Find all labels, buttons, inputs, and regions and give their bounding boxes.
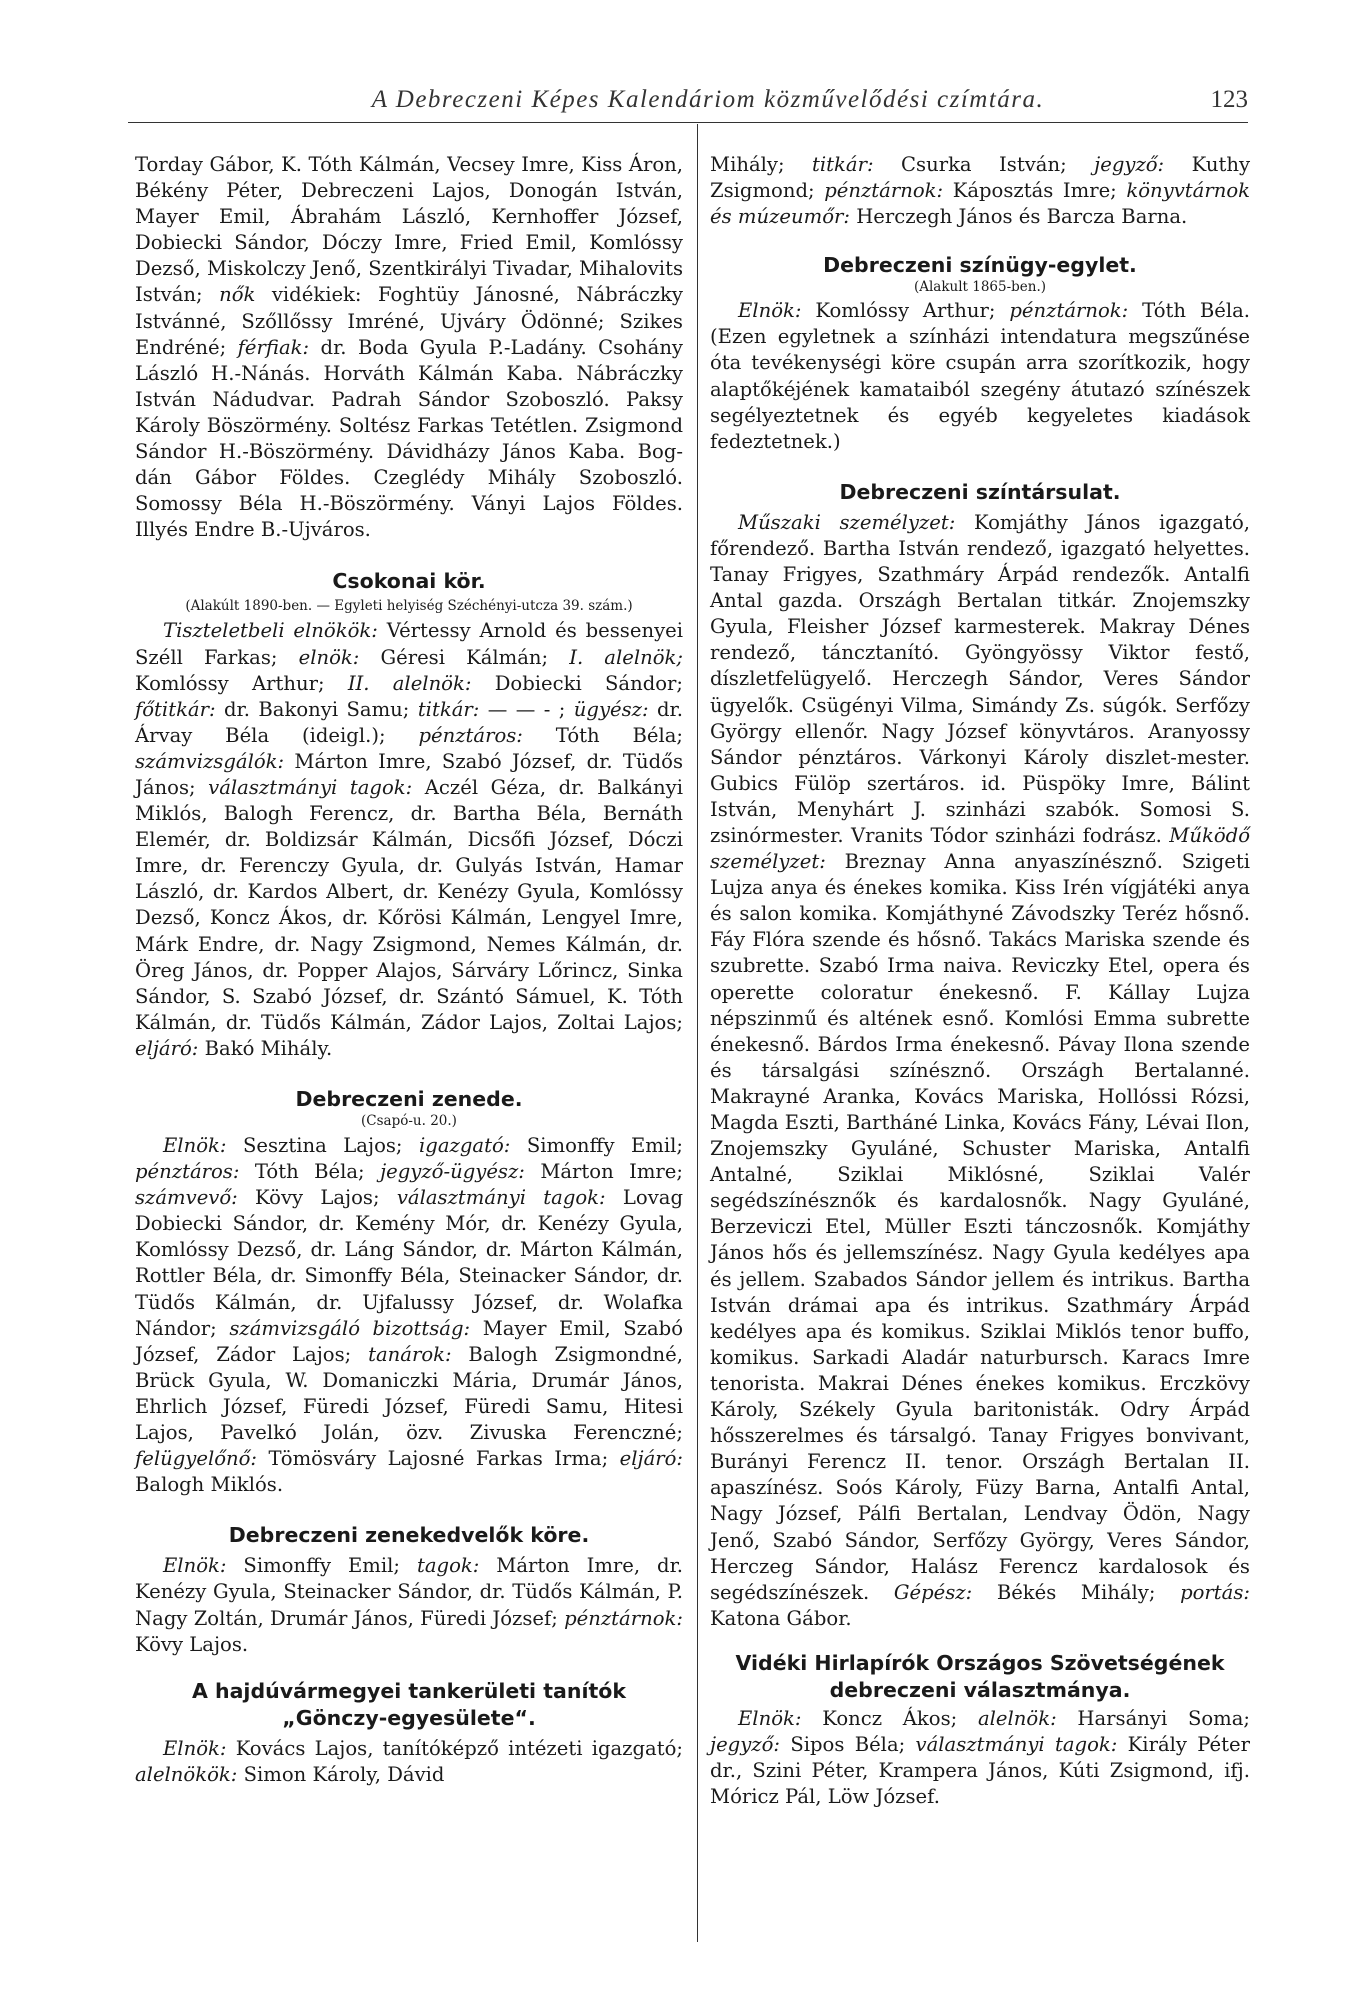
hirlapirok-body: Elnök: Koncz Ákos; alelnök: Harsányi Soma; jegyző: Sipos Béla; választmányi tagok: Király Péter dr., Szini Péter, Krampera János, Kúti Zsigmond, ifj. Móricz Pál, Löw József. xyxy=(710,1706,1251,1809)
members-list: Torday Gábor, K. Tóth Kálmán, Vecsey Imre, Kiss Áron, Békény Péter, Debreczeni Lajos, Donogán István, Mayer Emil, Ábrahám László, Kernhoffer József, Dobiecki Sándor, Dóczy Imre, Fried Emil, Komlóssy Dezső, Miskolczy Jenő, Szentkirályi Tivadar, Mihalovits István; nők vidékiek: Foghtüy Jánosné, Nábráczky Istvánné, Szőllőssy Imréné, Ujváry Ödönné; Szikes Endréné; férfiak: dr. Boda Gyula P.-Ladány. Csohány László H.-Nánás. Horváth Kálmán Kaba. Nábráczky István Nádudvar. Padrah Sándor Szoboszló. Paksy Károly Böszörmény. Soltész Farkas Tetétlen. Zsigmond Sándor H.-Böszörmény. Dávidházy János Kaba. Bog-dán Gábor Földes. Czeglédy Mihály Szoboszló. Somossy Béla H.-Böszörmény. Ványi Lajos Földes. Illyés Endre B.-Ujváros. xyxy=(135,153,684,542)
zenede-subtitle: (Csapó-u. 20.) xyxy=(361,1113,457,1129)
running-header xyxy=(128,80,1248,116)
csokonai-body: Tiszteletbeli elnökök: Vértessy Arnold és bessenyei Széll Farkas; elnök: Géresi Kálmán; I. alelnök; Komlóssy Arthur; II. alelnök: Dobiecki Sándor; főtitkár: dr. Bakonyi Samu; titkár: — — - ; ügyész: dr. Árvay Béla (ideigl.); pénztáros: Tóth Béla; számvizsgálók: Márton Imre, Szabó József, dr. Tüdős János; választmányi tagok: Aczél Géza, dr. Balkányi Miklós, Balogh Ferencz, dr. Bartha Béla, Bernáth Elemér, dr. Boldizsár Kálmán, Dicsőfi József, Dóczi Imre, dr. Ferenczy Gyula, dr. Gulyás István, Hamar László, dr. Kardos Albert, dr. Kenézy Gyula, Komlóssy Dezső, Koncz Ákos, dr. Kőrösi Kálmán, Lengyel Imre, Márk Endre, dr. Nagy Zsigmond, Nemes Kálmán, dr. Öreg János, dr. Popper Alajos, Sárváry Lőrincz, Sinka Sándor, S. Szabó József, dr. Szántó Sámuel, K. Tóth Kálmán, dr. Tüdős Kálmán, Zádor Lajos, Zoltai Lajos; eljáró: Bakó Mihály. xyxy=(135,619,684,1060)
left-column xyxy=(135,152,683,1788)
szinugy-subtitle: (Alakult 1865-ben.) xyxy=(913,279,1047,296)
header-rule xyxy=(128,122,1248,123)
zenekedvelok-body: Elnök: Simonffy Emil; tagok: Márton Imre, dr. Kenézy Gyula, Steinacker Sándor, dr. Tüdős Kálmán, P. Nagy Zoltán, Drumár János, Füredi József; pénztárnok: Kövy Lajos. xyxy=(135,1554,684,1656)
section-heading-zenekedvelok: Debreczeni zenekedvelők köre. xyxy=(228,1523,590,1548)
section-heading-hirlapirok-2: debreczeni választmánya. xyxy=(829,1677,1131,1702)
page-number: 123 xyxy=(1210,86,1248,113)
section-heading-tanitok-2: „Gönczy-egyesülete“. xyxy=(282,1705,536,1730)
section-heading-zenede: Debreczeni zenede. xyxy=(295,1087,523,1111)
szinugy-body: Elnök: Komlóssy Arthur; pénztárnok: Tóth Béla. (Ezen egyletnek a színházi intendatura megszűnése óta tevékenységi köre csupán arra szorítkozik, hogy alaptőkéjének kamataiból szegény átutazó színészek segélyeztetnek és egyéb kegyeletes kiadások fedeztetnek.) xyxy=(710,299,1250,453)
csokonai-subtitle: (Alakúlt 1890-ben. — Egyleti helyiség Széchényi-utcza 39. szám.) xyxy=(185,598,633,615)
section-heading-tanitok-1: A hajdúvármegyei tankerületi tanítók xyxy=(192,1678,626,1703)
section-heading-hirlapirok-1: Vidéki Hirlapírók Országos Szövetségének xyxy=(735,1650,1225,1675)
section-heading-szinugy: Debreczeni színügy-egylet. xyxy=(823,253,1137,278)
running-title: A Debreczeni Képes Kalendáriom közművelődési czímtára. xyxy=(371,86,1045,113)
zenede-body: Elnök: Sesztina Lajos; igazgató: Simonffy Emil; pénztáros: Tóth Béla; jegyző-ügyész: Márton Imre; számvevő: Kövy Lajos; választmányi tagok: Lovag Dobiecki Sándor, dr. Kemény Mór, dr. Kenézy Gyula, Komlóssy Dezső, dr. Láng Sándor, dr. Márton Kálmán, Rottler Béla, dr. Simonffy Béla, Steinacker Sándor, dr. Tüdős Kálmán, dr. Ujfalussy József, dr. Wolafka Nándor; számvizsgáló bizottság: Mayer Emil, Szabó József, Zádor Lajos; tanárok: Balogh Zsigmondné, Brück Gyula, W. Domaniczki Mária, Drumár János, Ehrlich József, Füredi József, Füredi Samu, Hitesi Lajos, Pavelkó Jolán, özv. Zivuska Ferenczné; felügyelőnő: Tömösváry Lajosné Farkas Irma; eljáró: Balogh Miklós. xyxy=(135,1134,684,1497)
section-heading-szintarsulat: Debreczeni színtársulat. xyxy=(839,479,1121,504)
column-divider xyxy=(697,124,698,1942)
szintarsulat-body: Műszaki személyzet: Komjáthy János igazgató, főrendező. Bartha István rendező, igazgató helyettes. Tanay Frigyes, Szathmáry Árpád rendezők. Antalfi Antal gazda. Országh Bertalan titkár. Znojemszky Gyula, Fleisher József karmesterek. Makray Dénes rendező, táncztanító. Gyöngyössy Viktor festő, díszletfelügyelő. Herczegh Sándor, Veres Sándor ügyelők. Csügényi Vilma, Simándy Zs. súgók. Serfőzy György ellenőr. Nagy József könyvtáros. Aranyossy Sándor pénztáros. Várkonyi Károly diszlet-mester. Gubics Fülöp szertáros. id. Püspöky Imre, Bálint István, Menyhárt J. szinházi szabók. Somosi S. zsinórmester. Vranits Tódor szinházi fodrász. Működő személyzet: Breznay Anna anyaszínésznő. Szigeti Lujza anya és énekes komika. Kiss Irén vígjátéki anya és salon komika. Komjáthyné Závodszky Teréz hősnő. Fáy Flóra szende és hősnő. Takács Mariska szende és szubrette. Szabó Irma naiva. Reviczky Etel, opera és operette coloratur énekesnő. F. Kállay Lujza népszinmű és altének esnő. Komlósi Emma subrette énekesnő. Bárdos Irma énekesnő. Pávay Ilona szende és társalgási színésznő. Országh Bertalanné. Makrayné Aranka, Kovács Mariska, Hollóssi Rózsi, Magda Eszti, Bartháné Linka, Kovács Fány, Lévai Ilon, Znojemszky Gyuláné, Schuster Mariska, Antalfi Antalné, Sziklai Miklósné, Sziklai Valér segédszínésznők és kardalosnők. Nagy Gyuláné, Berzeviczi Etel, Müller Eszti tánczosnők. Komjáthy János hős és jellemszínész. Nagy Gyula kedélyes apa és jellem. Szabados Sándor jellem és intrikus. Bartha István drámai apa és intrikus. Szathmáry Árpád kedélyes apa és komikus. Sziklai Miklós tenor buffo, komikus. Sarkadi Aladár naturbursch. Karacs Imre tenorista. Makrai Dénes énekes komikus. Erczkövy Károly, Székely Gyula baritonisták. Odry Árpád hősszerelmes és társalgó. Tanay Frigyes bonvivant, Burányi Ferencz II. tenor. Országh Bertalan II. apaszínész. Soós Károly, Füzy Barna, Antalfi Antal, Nagy József, Pálfi Bertalan, Lendvay Ödön, Nagy Jenő, Szabó Sándor, Serfőzy György, Veres Sándor, Herczeg Sándor, Halász Ferencz kardalosok és segédszínészek. Gépész: Békés Mihály; portás: Katona Gábor. xyxy=(710,510,1250,1630)
tanitok-continued: Mihály; titkár: Csurka István; jegyző: Kuthy Zsigmond; pénztárnok: Káposztás Imre; könyvtárnok és múzeumőr: Herczegh János és Barcza Barna. xyxy=(710,153,1251,229)
right-column xyxy=(710,152,1250,1810)
section-heading-csokonai: Csokonai kör. xyxy=(332,569,486,594)
tanitok-body: Elnök: Kovács Lajos, tanítóképző intézeti igazgató; alelnökök: Simon Károly, Dávid xyxy=(135,1736,684,1786)
